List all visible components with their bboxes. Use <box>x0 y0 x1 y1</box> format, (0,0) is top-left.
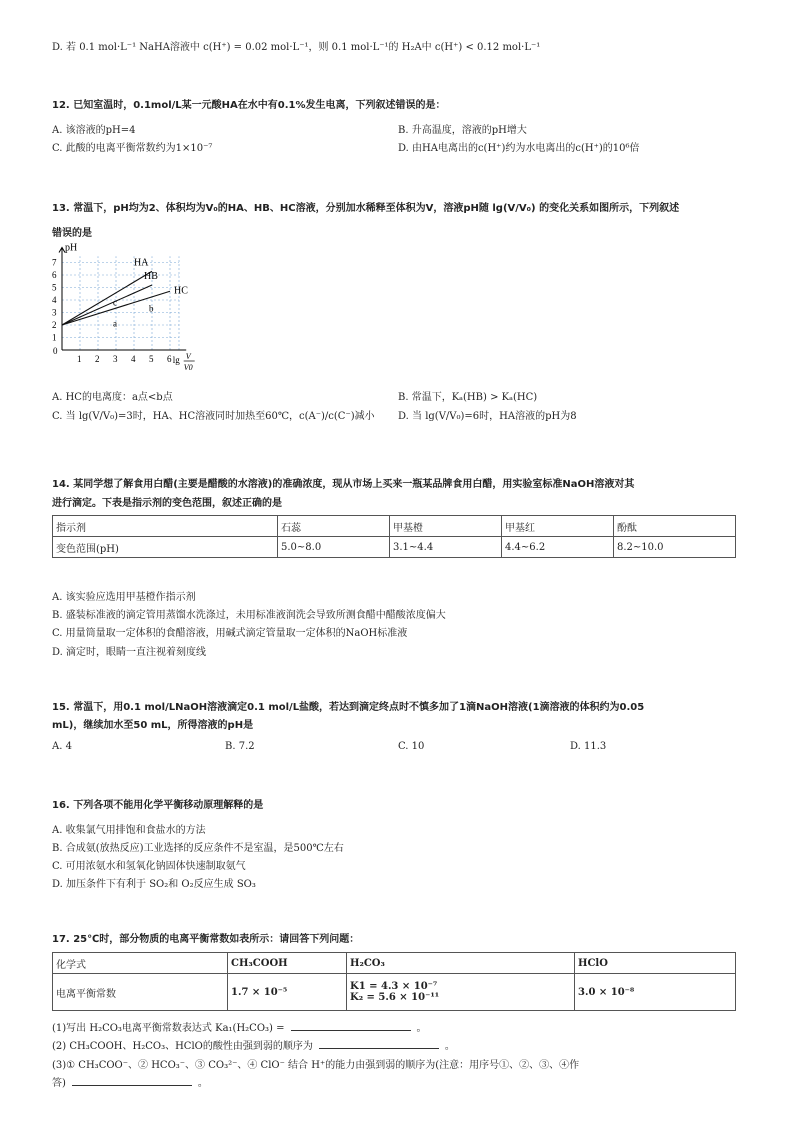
table-cell: 5.0~8.0 <box>278 537 390 558</box>
series-label-ha: HA <box>134 257 149 269</box>
q16-option-c: C. 可用浓氨水和氢氧化钠固体快速制取氨气 <box>52 861 246 872</box>
q13-stem-line1: 13. 常温下，pH均为2、体积均为V₀的HA、HB、HC溶液，分别加水稀释至体积为V，溶液pH随 lg(V/V₀) 的变化关系如图所示，下列叙述 <box>52 203 680 214</box>
x-tick-label: 4 <box>131 354 136 364</box>
q15-option-b: B. 7.2 <box>225 741 255 752</box>
x-axis-label-v0: V0 <box>183 363 193 372</box>
y-tick-label: 4 <box>52 295 57 305</box>
y-tick-label: 6 <box>52 270 57 280</box>
x-tick-label: 5 <box>149 354 154 364</box>
q16-stem: 16. 下列各项不能用化学平衡移动原理解释的是 <box>52 800 264 811</box>
q12-option-b: B. 升高温度，溶液的pH增大 <box>398 125 527 136</box>
q12-option-d: D. 由HA电离出的c(H⁺)约为水电离出的c(H⁺)的10⁶倍 <box>398 143 640 154</box>
table-cell: 石蕊 <box>278 516 390 537</box>
series-label-hc: HC <box>174 285 188 297</box>
q15-option-d: D. 11.3 <box>570 741 607 752</box>
point-label-a: a <box>113 318 117 329</box>
x-axis-label-v: V <box>185 352 191 361</box>
q13-option-a: A. HC的电离度：a点<b点 <box>52 392 173 403</box>
table-row <box>53 516 736 537</box>
x-axis-label-lg: lg <box>172 355 180 365</box>
series-line-ha <box>62 271 152 325</box>
q13-stem-line2: 错误的是 <box>52 228 92 239</box>
series-line-hb <box>62 285 152 325</box>
q17-part1 <box>52 1019 427 1034</box>
point-label-b: b <box>149 303 154 314</box>
table-cell: 1.7 × 10⁻⁵ <box>228 974 347 1011</box>
y-tick-label: 1 <box>52 332 57 343</box>
period: 。 <box>416 1023 427 1034</box>
q17-part3-line1: (3)① CH₃COO⁻、② HCO₃⁻、③ CO₃²⁻、④ ClO⁻ 结合 H⁺的能力由强到弱的顺序为(注意：用序号①、②、③、④作 <box>52 1060 580 1071</box>
y-tick-label: 3 <box>52 307 57 318</box>
y-axis-label: pH <box>65 242 78 254</box>
q17-part2 <box>52 1037 455 1052</box>
series-label-hb: HB <box>144 271 158 282</box>
table-cell: 3.0 × 10⁻⁸ <box>575 974 736 1011</box>
table-cell: 4.4~6.2 <box>502 537 614 558</box>
q14-stem-line2: 进行滴定。下表是指示剂的变色范围，叙述正确的是 <box>52 498 282 509</box>
table-cell <box>347 974 575 1011</box>
q13-option-c: C. 当 lg(V/V₀)=3时，HA、HC溶液同时加热至60℃，c(A⁻)/c(C⁻)减小 <box>52 411 375 422</box>
y-tick-label: 7 <box>52 257 57 268</box>
q17-part3-line2 <box>52 1074 208 1089</box>
table-cell: 变色范围(pH) <box>53 537 278 558</box>
table-cell: 化学式 <box>53 953 228 974</box>
q13-ph-dilution-chart <box>40 236 215 378</box>
table-cell: H₂CO₃ <box>347 953 575 974</box>
table-cell: 8.2~10.0 <box>614 537 736 558</box>
table-cell: 电离平衡常数 <box>53 974 228 1011</box>
q14-indicator-table <box>52 515 736 558</box>
q14-option-d: D. 滴定时，眼睛一直注视着刻度线 <box>52 647 207 658</box>
answer-blank[interactable] <box>319 1038 439 1049</box>
y-tick-label: 5 <box>52 282 57 293</box>
x-tick-label: 0 <box>53 346 58 356</box>
answer-blank[interactable] <box>291 1020 411 1031</box>
q17-part3-text: 答) <box>52 1078 66 1089</box>
y-tick-label: 2 <box>52 320 57 330</box>
answer-blank[interactable] <box>72 1075 192 1086</box>
q17-part2-text: (2) CH₃COOH、H₂CO₃、HClO的酸性由强到弱的顺序为 <box>52 1041 313 1052</box>
h2co3-k2: K₂ = 5.6 × 10⁻¹¹ <box>350 992 440 1003</box>
q13-option-d: D. 当 lg(V/V₀)=6时，HA溶液的pH为8 <box>398 411 577 422</box>
q12-stem: 12. 已知室温时，0.1mol/L某一元酸HA在水中有0.1%发生电离，下列叙述错误的是： <box>52 100 446 111</box>
h2co3-k1: K1 = 4.3 × 10⁻⁷ <box>350 981 438 992</box>
q12-option-a: A. 该溶液的pH=4 <box>52 125 136 136</box>
q17-part1-text: (1)写出 H₂CO₃电离平衡常数表达式 Ka₁(H₂CO₃) = <box>52 1023 285 1034</box>
table-cell: HClO <box>575 953 736 974</box>
x-tick-label: 2 <box>95 354 100 364</box>
x-tick-label: 1 <box>77 354 82 364</box>
table-row <box>53 974 736 1011</box>
q16-option-d: D. 加压条件下有利于 SO₂和 O₂反应生成 SO₃ <box>52 879 256 890</box>
q14-option-c: C. 用量筒量取一定体积的食醋溶液，用碱式滴定管量取一定体积的NaOH标准液 <box>52 628 408 639</box>
q16-option-b: B. 合成氨(放热反应)工业选择的反应条件不是室温，是500℃左右 <box>52 843 344 854</box>
q13-option-b: B. 常温下，Kₐ(HB) > Kₐ(HC) <box>398 392 538 403</box>
table-cell: 甲基红 <box>502 516 614 537</box>
q15-stem-line2: mL)，继续加水至50 mL，所得溶液的pH是 <box>52 720 254 731</box>
q14-stem-line1: 14. 某同学想了解食用白醋(主要是醋酸的水溶液)的准确浓度，现从市场上买来一瓶某品牌食用白醋，用实验室标准NaOH溶液对其 <box>52 479 635 490</box>
table-cell: CH₃COOH <box>228 953 347 974</box>
q16-option-a: A. 收集氯气用排饱和食盐水的方法 <box>52 825 206 836</box>
table-row <box>53 953 736 974</box>
q15-option-c: C. 10 <box>398 741 425 752</box>
q17-constant-table <box>52 952 736 1011</box>
q11-option-d: D. 若 0.1 mol·L⁻¹ NaHA溶液中 c(H⁺) = 0.02 mol·L⁻¹，则 0.1 mol·L⁻¹的 H₂A中 c(H⁺) < 0.12 mol·L⁻¹ <box>52 42 541 53</box>
period: 。 <box>444 1041 455 1052</box>
table-cell: 指示剂 <box>53 516 278 537</box>
q14-option-b: B. 盛装标准液的滴定管用蒸馏水洗涤过，未用标准液润洗会导致所测食醋中醋酸浓度偏大 <box>52 610 446 621</box>
q15-option-a: A. 4 <box>52 741 72 752</box>
table-row <box>53 537 736 558</box>
period: 。 <box>197 1078 208 1089</box>
q14-option-a: A. 该实验应选用甲基橙作指示剂 <box>52 592 196 603</box>
q17-stem: 17. 25℃时，部分物质的电离平衡常数如表所示：请回答下列问题： <box>52 934 360 945</box>
x-tick-label: 3 <box>113 354 118 364</box>
x-tick-label: 6 <box>167 354 172 364</box>
point-label-c: c <box>113 297 117 308</box>
table-cell: 甲基橙 <box>390 516 502 537</box>
q12-option-c: C. 此酸的电离平衡常数约为1×10⁻⁷ <box>52 143 213 154</box>
table-cell: 酚酞 <box>614 516 736 537</box>
table-cell: 3.1~4.4 <box>390 537 502 558</box>
q15-stem-line1: 15. 常温下，用0.1 mol/LNaOH溶液滴定0.1 mol/L盐酸，若达到滴定终点时不慎多加了1滴NaOH溶液(1滴溶液的体积约为0.05 <box>52 702 645 713</box>
